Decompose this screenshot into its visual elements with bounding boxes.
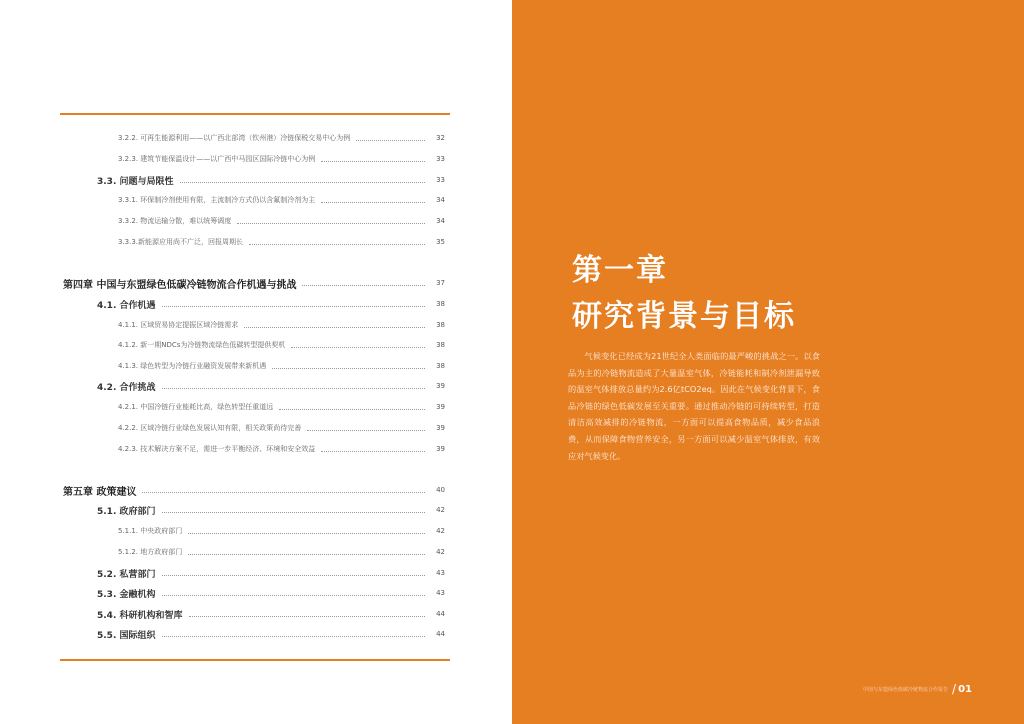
- toc-dot-leader: [188, 554, 425, 555]
- toc-page-number: 33: [436, 155, 445, 163]
- bottom-rule: [60, 659, 450, 661]
- toc-entry[interactable]: [97, 586, 445, 600]
- toc-entry-label: 5.5. 国际组织: [97, 630, 156, 641]
- toc-entry-label: 3.3.1. 环保制冷剂使用有限，主流制冷方式仍以含氟制冷剂为主: [118, 196, 316, 204]
- toc-dot-leader: [162, 512, 426, 513]
- toc-entry[interactable]: [118, 359, 445, 373]
- toc-entry-label: 5.1.2. 地方政府部门: [118, 548, 183, 556]
- toc-dot-leader: [162, 388, 426, 389]
- chapter-intro-paragraph: 气候变化已经成为21世纪全人类面临的最严峻的挑战之一。以食品为主的冷链物流造成了大量温室气体，冷链能耗和制冷剂泄漏导致的温室气体排放总量约为2.6亿tCO2eq。因此在气候变化背景下，食品冷链的绿色低碳发展至关重要。通过推动冷链的可持续转型，打造清洁高效减排的冷链物流，一方面可以提高食物品质，减少食品浪费，从而保障食物营养安全，另一方面可以减少温室气体排放，有效应对气候变化。: [568, 351, 820, 461]
- chapter-title: [572, 248, 796, 340]
- toc-dot-leader: [162, 306, 426, 307]
- toc-page-number: 38: [436, 300, 445, 308]
- toc-page-number: 44: [436, 630, 445, 638]
- top-rule: [60, 113, 450, 115]
- toc-entry[interactable]: [97, 379, 445, 393]
- footer-report-title: 中国与东盟绿色低碳冷链物流合作报告: [863, 686, 949, 693]
- toc-dot-leader: [189, 616, 426, 617]
- toc-dot-leader: [302, 285, 425, 286]
- toc-dot-leader: [237, 223, 425, 224]
- toc-page-number: 43: [436, 589, 445, 597]
- toc-dot-leader: [162, 636, 426, 637]
- toc-entry[interactable]: [63, 483, 445, 497]
- toc-page-number: 39: [436, 445, 445, 453]
- toc-entry[interactable]: [63, 276, 445, 290]
- toc-entry-label: 5.1. 政府部门: [97, 506, 156, 517]
- toc-entry-label: 4.2.2. 区域冷链行业绿色发展认知有限，相关政策尚待完善: [118, 424, 302, 432]
- toc-dot-leader: [307, 430, 425, 431]
- toc-dot-leader: [180, 182, 426, 183]
- toc-dot-leader: [162, 595, 426, 596]
- toc-entry[interactable]: [118, 152, 445, 166]
- toc-entry-label: 4.2.1. 中国冷链行业能耗比高，绿色转型任重道远: [118, 403, 274, 411]
- toc-page-number: 37: [436, 279, 445, 287]
- toc-entry-label: 3.2.2. 可再生能源利用——以广西北部湾（钦州港）冷链保税交易中心为例: [118, 134, 351, 142]
- toc-entry-label: 5.4. 科研机构和智库: [97, 610, 183, 621]
- toc-entry-label: 3.2.3. 建筑节能保温设计——以广西中马园区国际冷链中心为例: [118, 155, 316, 163]
- toc-entry[interactable]: [97, 173, 445, 187]
- toc-page-number: 42: [436, 548, 445, 556]
- toc-entry[interactable]: [118, 318, 445, 332]
- toc-page-number: 32: [436, 134, 445, 142]
- toc-page-number: 39: [436, 403, 445, 411]
- toc-entry[interactable]: [97, 566, 445, 580]
- chapter-number: 第一章: [572, 253, 668, 288]
- toc-page-number: 39: [436, 424, 445, 432]
- toc-entry-label: 4.2. 合作挑战: [97, 382, 156, 393]
- toc-entry[interactable]: [118, 524, 445, 538]
- toc-entry-label: 第五章 政策建议: [63, 486, 137, 498]
- toc-page-number: 43: [436, 569, 445, 577]
- toc-page-number: 33: [436, 176, 445, 184]
- toc-entry-label: 5.3. 金融机构: [97, 589, 156, 600]
- toc-entry[interactable]: [118, 421, 445, 435]
- toc-dot-leader: [188, 533, 425, 534]
- toc-dot-leader: [291, 347, 425, 348]
- toc-entry-label: 3.3.2. 物流运输分散，难以统筹调度: [118, 217, 232, 225]
- toc-entry-label: 3.3.3.新能源应用尚不广泛，回报周期长: [118, 238, 244, 246]
- page-number: 01: [958, 683, 972, 695]
- toc-page-number: 39: [436, 382, 445, 390]
- toc-entry-label: 3.3. 问题与局限性: [97, 176, 174, 187]
- toc-dot-leader: [321, 161, 425, 162]
- toc-dot-leader: [356, 140, 425, 141]
- toc-entry-label: 4.1.1. 区域贸易协定提振区域冷链需求: [118, 321, 239, 329]
- page-footer: [863, 682, 972, 696]
- toc-dot-leader: [162, 575, 426, 576]
- toc-dot-leader: [279, 409, 425, 410]
- toc-entry-label: 4.1.3. 绿色转型为冷链行业融资发展带来新机遇: [118, 362, 267, 370]
- toc-entry-label: 第四章 中国与东盟绿色低碳冷链物流合作机遇与挑战: [63, 279, 297, 291]
- toc-entry-label: 4.2.3. 技术解决方案不足，需进一步平衡经济、环境和安全效益: [118, 445, 316, 453]
- footer-slash-icon: /: [952, 682, 957, 696]
- toc-page-number: 40: [436, 486, 445, 494]
- toc-page-number: 34: [436, 217, 445, 225]
- toc-page-number: 38: [436, 321, 445, 329]
- toc-entry[interactable]: [118, 338, 445, 352]
- toc-page-number: 34: [436, 196, 445, 204]
- chapter-page: [512, 0, 1024, 724]
- toc-entry[interactable]: [118, 400, 445, 414]
- toc-page-number: 42: [436, 527, 445, 535]
- toc-entry[interactable]: [118, 131, 445, 145]
- toc-entry-label: 5.1.1. 中央政府部门: [118, 527, 183, 535]
- toc-page-number: 38: [436, 362, 445, 370]
- toc-entry[interactable]: [118, 545, 445, 559]
- chapter-heading: 研究背景与目标: [572, 299, 796, 334]
- toc-entry[interactable]: [118, 214, 445, 228]
- toc-dot-leader: [142, 492, 425, 493]
- toc-entry-label: 4.1. 合作机遇: [97, 300, 156, 311]
- toc-page-number: 44: [436, 610, 445, 618]
- toc-page-number: 38: [436, 341, 445, 349]
- toc-page-number: 35: [436, 238, 445, 246]
- toc-page-number: 42: [436, 506, 445, 514]
- toc-dot-leader: [321, 451, 425, 452]
- toc-entry[interactable]: [118, 442, 445, 456]
- toc-dot-leader: [249, 244, 425, 245]
- toc-entry-label: 5.2. 私营部门: [97, 569, 156, 580]
- toc-dot-leader: [321, 202, 425, 203]
- toc-dot-leader: [244, 327, 425, 328]
- toc-entry-label: 4.1.2. 新一期NDCs为冷链物流绿色低碳转型提供契机: [118, 341, 286, 349]
- toc-entry[interactable]: [118, 235, 445, 249]
- toc-entry[interactable]: [97, 607, 445, 621]
- toc-entry[interactable]: [97, 627, 445, 641]
- toc-entry[interactable]: [118, 193, 445, 207]
- toc-dot-leader: [272, 368, 425, 369]
- toc-entry[interactable]: [97, 297, 445, 311]
- toc-entry[interactable]: [97, 503, 445, 517]
